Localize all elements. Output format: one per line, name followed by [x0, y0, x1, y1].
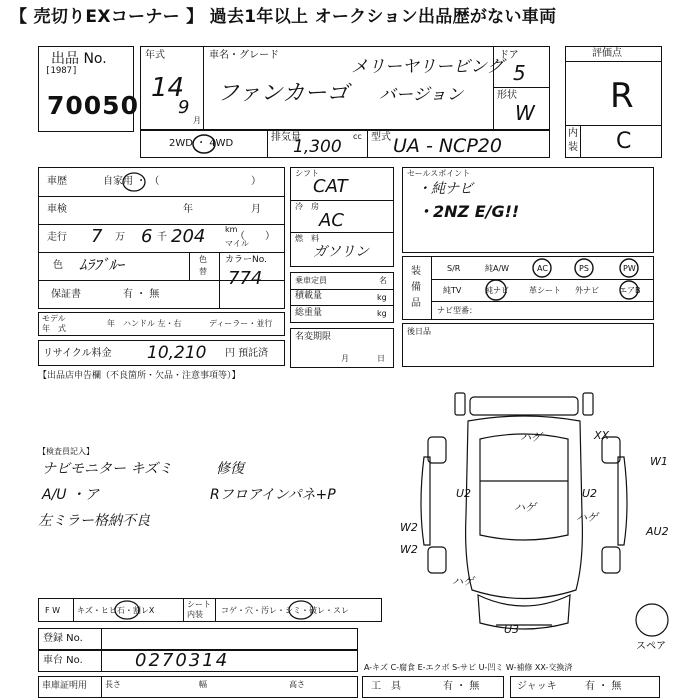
sales-points-line1: ・純ナビ — [417, 181, 473, 197]
capacity-label: 乗車定員 — [295, 276, 327, 285]
lot-box — [38, 46, 139, 132]
equipment-box — [402, 256, 654, 320]
displacement-value: 1,300 — [293, 137, 342, 157]
rating-value: R — [610, 76, 634, 116]
color-change-top: 色 — [199, 255, 207, 264]
sales-points-box — [402, 167, 654, 253]
mileage-unit-top: km — [225, 225, 238, 234]
lot-label: 出品 No. — [51, 51, 107, 67]
lot-sub: [1987] — [45, 66, 78, 76]
shift-label: シフト — [295, 169, 319, 178]
header-title: 【 売切りEXコーナー 】 過去1年以上 オークション出品歴がない車両 — [10, 7, 557, 27]
recycle-unit: 円 預託済 — [225, 348, 269, 359]
deadline-label: 名変期限 — [295, 332, 332, 342]
rating-box — [565, 46, 662, 158]
history-end: ） — [251, 176, 261, 187]
mileage-man: 万 — [115, 232, 125, 243]
after-box — [402, 323, 654, 367]
diagram-mark-8: ハゲ — [452, 575, 474, 588]
tools-box — [362, 676, 504, 698]
load-unit: kg — [377, 293, 387, 302]
recycle-label: リサイクル料金 — [43, 348, 112, 359]
lot-number: 70050 — [47, 91, 139, 120]
diagram-mark-1: ハゲ — [520, 431, 542, 444]
color-change-bot: 替 — [199, 267, 207, 276]
equipment-label-bot: 品 — [411, 298, 421, 309]
sales-points-label: セールスポイント — [407, 169, 471, 178]
color-label: 色 — [53, 260, 63, 271]
mileage-value-2: 6 — [141, 226, 153, 247]
cert-length: 長さ — [105, 680, 121, 689]
inspector-label: 【検査員記入】 — [38, 447, 94, 456]
recycle-value: 10,210 — [147, 343, 207, 363]
inspection-month: 月 — [251, 204, 261, 215]
mileage-value-3: 204 — [171, 226, 206, 247]
model-code-label: 型式 — [371, 132, 391, 143]
aircon-value: AC — [319, 210, 344, 231]
fw-items2: コゲ・穴・汚レ・シミ・破レ・スレ — [221, 606, 349, 615]
fw-seat-bot: 内装 — [187, 610, 203, 619]
car-diagram — [400, 385, 690, 670]
color-code-value: 774 — [228, 268, 263, 289]
diagram-mark-10: W2 — [400, 521, 418, 534]
equip-aw: 純A/W — [485, 264, 510, 273]
deadline-month: 月 — [341, 354, 349, 363]
sales-points-line2: ・2NZ E/G!! — [417, 202, 520, 221]
equipment-label-top: 装 — [411, 266, 421, 277]
tools-value: 有 ・ 無 — [443, 681, 480, 692]
notice-label: 【出品店申告欄（不良箇所・欠品・注意事項等）】 — [38, 371, 241, 381]
inspection-year: 年 — [183, 204, 193, 215]
diagram-mark-4: ハゲ — [514, 501, 536, 514]
year-month-value: 9 — [178, 97, 190, 118]
equip-airbag: エアB — [619, 286, 641, 295]
jack-label: ジャッキ — [517, 681, 557, 692]
load-label: 積載量 — [295, 291, 323, 301]
spec-row-box — [140, 130, 550, 158]
jack-value: 有 ・ 無 — [585, 681, 622, 692]
equip-pw: PW — [623, 264, 636, 273]
jack-box — [510, 676, 660, 698]
equip-navi-type: ナビ型番： — [437, 306, 477, 315]
equipment-circles — [403, 257, 655, 321]
diagram-mark-2: XX — [594, 429, 610, 442]
deadline-box — [290, 328, 394, 368]
model-year-year: 年 — [107, 319, 115, 328]
recycle-box — [38, 340, 285, 366]
color-value: ﾑﾗﾌﾞﾙｰ — [79, 256, 125, 274]
equip-ps: PS — [579, 264, 589, 273]
fw-seat-top: シート — [187, 600, 211, 609]
diagram-mark-6: U2 — [582, 487, 598, 500]
mileage-sen: 千 — [157, 232, 167, 243]
capacity-box — [290, 272, 394, 323]
model-grade-line1: メリーヤリービング — [351, 57, 504, 77]
model-year-label-top: モデル — [42, 314, 66, 323]
model-name-value: ファンカーゴ — [217, 81, 349, 106]
year-label: 年式 — [145, 50, 165, 61]
equip-tv: 純TV — [443, 286, 462, 295]
equipment-label-mid: 備 — [411, 282, 421, 293]
equip-navi: 純ナビ — [485, 286, 509, 295]
interior-label-1: 内 — [568, 128, 578, 139]
deadline-day: 日 — [377, 354, 385, 363]
equip-seat: 革シート — [529, 286, 561, 295]
spare-label: スペア — [636, 641, 666, 652]
model-name-label: 車名・グレード — [209, 50, 279, 61]
model-year-handle: ハンドル 左・右 — [123, 319, 182, 328]
interior-value: C — [616, 129, 632, 154]
vehicle-main-box — [140, 46, 550, 130]
model-code-value: UA - NCP20 — [393, 135, 502, 157]
warranty-value: 有 ・ 無 — [123, 289, 160, 300]
diagram-mark-7: AU2 — [646, 525, 669, 538]
year-month-suffix: 月 — [193, 116, 201, 125]
inspector-note5: Rフロアインパネ+P — [210, 487, 336, 503]
equip-ac: AC — [537, 264, 548, 273]
gross-unit: kg — [377, 309, 387, 318]
after-label: 後日品 — [407, 327, 431, 336]
shift-box — [290, 167, 394, 267]
equip-sr: S/R — [447, 264, 461, 273]
registration-row — [38, 628, 358, 650]
displacement-label: 排気量 — [271, 132, 301, 143]
aircon-label: 冷 房 — [295, 202, 319, 211]
fw-row — [38, 598, 382, 622]
interior-label-2: 装 — [568, 142, 578, 153]
history-label: 車歴 — [47, 176, 67, 187]
cert-row — [38, 676, 358, 698]
rating-label: 評価点 — [592, 48, 622, 59]
chassis-value: 0270314 — [135, 650, 230, 671]
color-code-label: カラーNo. — [225, 255, 267, 265]
fw-label: F W — [45, 606, 61, 615]
doors-value: 5 — [513, 61, 526, 85]
fw-circles — [39, 599, 383, 623]
year-value: 14 — [151, 73, 185, 103]
inspector-note1: ナビモニター キズミ — [42, 461, 173, 477]
body-type-label: 形状 — [497, 90, 517, 101]
drive-label: 2WD ・ 4WD — [169, 138, 234, 149]
fuel-label: 燃 料 — [295, 234, 319, 243]
history-circle — [121, 171, 147, 193]
inspector-note4: 修復 — [216, 461, 244, 477]
mileage-label: 走行 — [47, 232, 67, 243]
inspection-label: 車検 — [47, 204, 67, 215]
drive-circle — [191, 133, 217, 155]
model-year-row — [38, 312, 285, 336]
displacement-unit: cc — [353, 132, 362, 141]
inspector-note2: A/U ・ア — [42, 487, 99, 503]
tools-label: 工 具 — [371, 681, 401, 692]
cert-height: 高さ — [289, 680, 305, 689]
legend-text: A-キズ C-腐食 E-エクボ S-サビ U-凹ミ W-補修 XX-交換済 — [364, 663, 573, 672]
warranty-label: 保証書 — [51, 289, 81, 300]
mileage-paren: （ ） — [235, 231, 275, 242]
history-value: 自家用 ・ （ — [103, 176, 160, 187]
diagram-mark-11: W2 — [400, 543, 418, 556]
diagram-mark-12: W1 — [650, 455, 668, 468]
inspector-note3: 左ミラー格納不良 — [38, 513, 150, 529]
mileage-value-1: 7 — [91, 226, 103, 247]
capacity-unit: 名 — [379, 276, 387, 285]
equip-ext-navi: 外ナビ — [575, 286, 599, 295]
fw-items: キズ・ヒビ石・割レX — [77, 606, 155, 615]
body-type-value: W — [515, 101, 535, 125]
shift-value: CAT — [313, 176, 348, 197]
gross-label: 総重量 — [295, 308, 323, 318]
model-grade-line2: バージョン — [379, 85, 464, 105]
registration-label: 登録 No. — [43, 633, 83, 644]
mileage-unit-bot: マイル — [225, 239, 249, 248]
model-year-dealer: ディーラー・並行 — [209, 319, 273, 328]
diagram-mark-9: U3 — [504, 623, 520, 636]
chassis-label: 車台 No. — [43, 655, 83, 666]
cert-width: 幅 — [199, 680, 207, 689]
diagram-mark-5: ハゲ — [576, 511, 598, 524]
cert-label: 車庫証明用 — [42, 681, 88, 691]
chassis-row — [38, 650, 358, 672]
diagram-mark-3: U2 — [456, 487, 472, 500]
fuel-value: ガソリン — [313, 244, 369, 260]
model-year-label-bot: 年 式 — [42, 324, 66, 333]
doors-label: ドア — [499, 50, 519, 61]
